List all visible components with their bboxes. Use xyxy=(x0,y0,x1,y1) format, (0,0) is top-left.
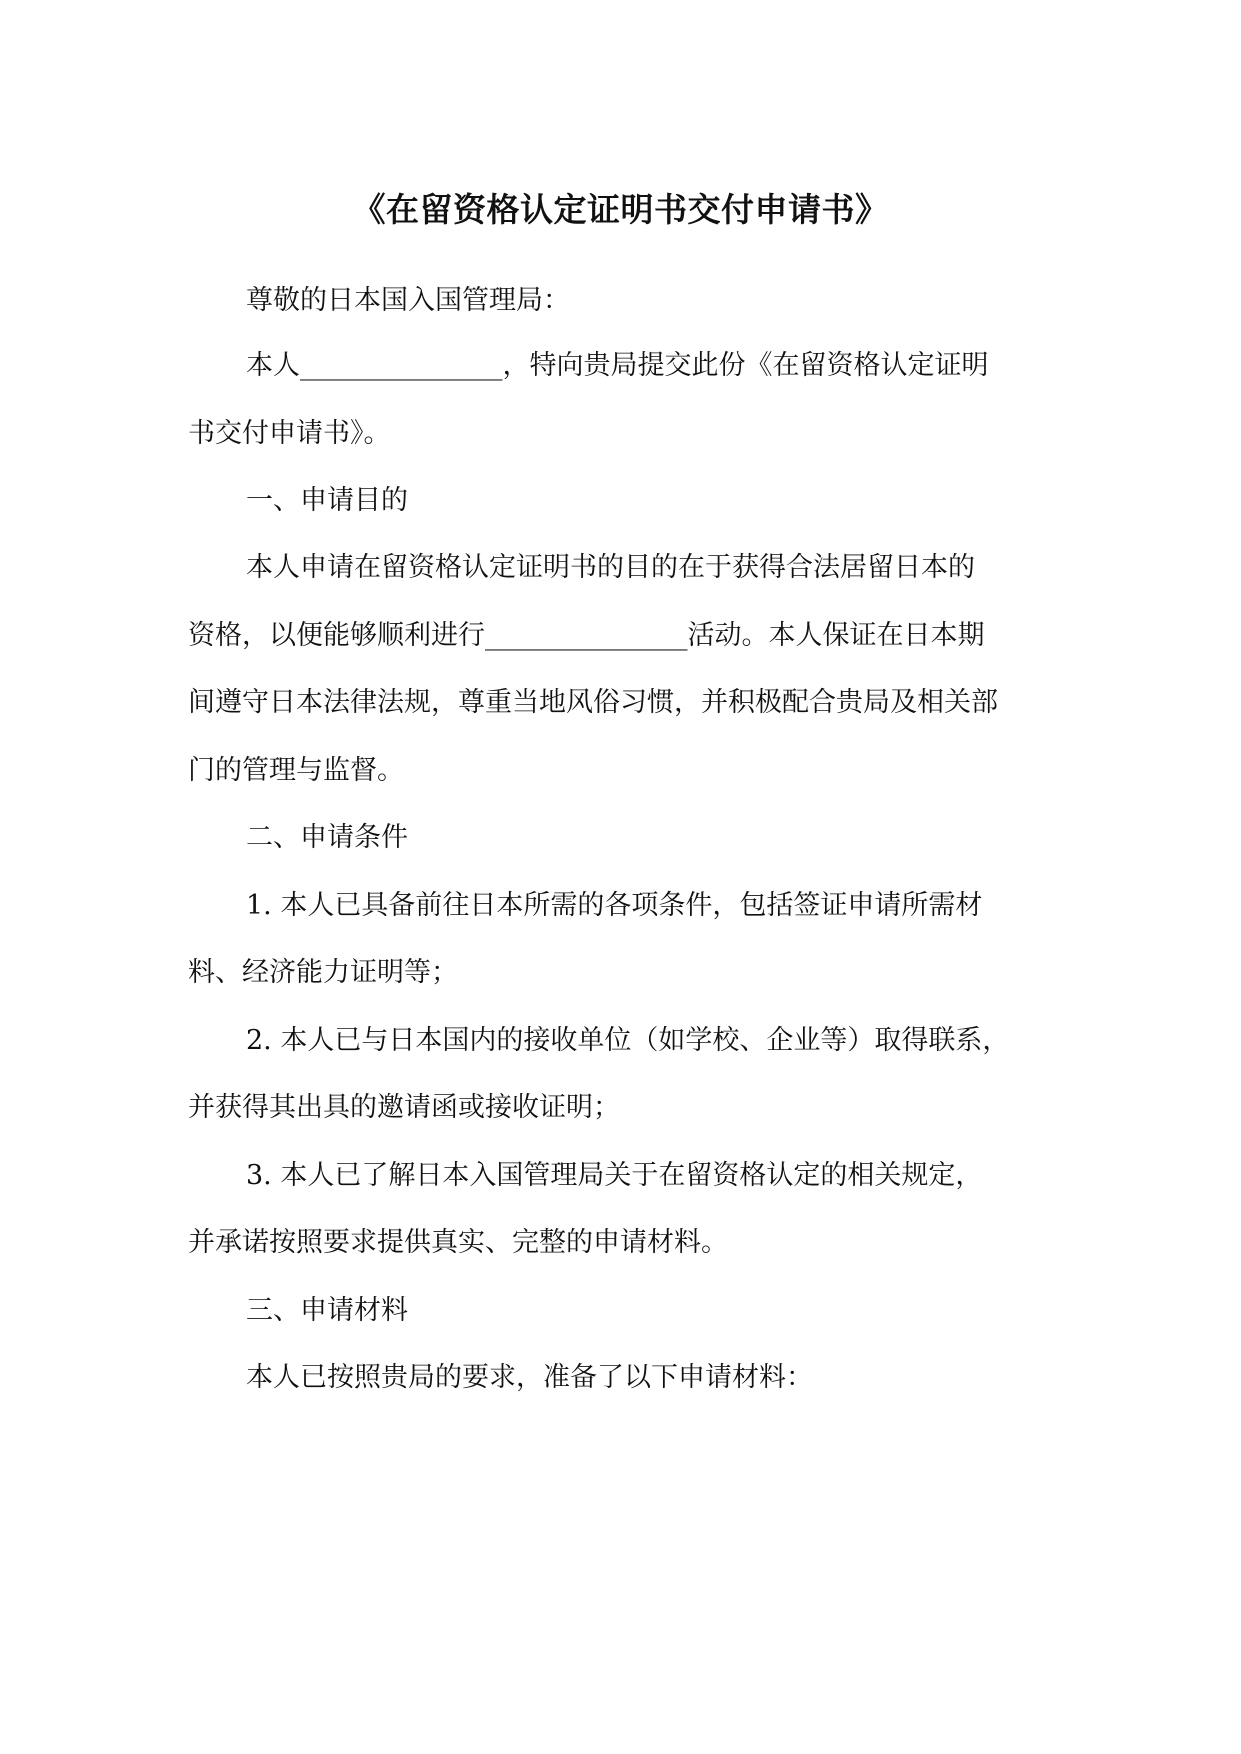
condition-3-line-1: 3. 本人已了解日本入国管理局关于在留资格认定的相关规定， xyxy=(246,1160,983,1191)
condition-2-line-1: 2. 本人已与日本国内的接收单位（如学校、企业等）取得联系， xyxy=(246,1025,1010,1056)
intro-line-1: 本人_______________，特向贵局提交此份《在留资格认定证明 xyxy=(246,350,989,381)
condition-3-line-2: 并承诺按照要求提供真实、完整的申请材料。 xyxy=(188,1227,728,1258)
purpose-line-1: 本人申请在留资格认定证明书的目的在于获得合法居留日本的 xyxy=(246,552,975,583)
condition-1-line-2: 料、经济能力证明等； xyxy=(188,957,458,988)
document-title: 《在留资格认定证明书交付申请书》 xyxy=(352,190,889,229)
purpose-line-2: 资格，以便能够顺利进行_______________活动。本人保证在日本期 xyxy=(188,620,985,651)
condition-1-line-1: 1. 本人已具备前往日本所需的各项条件，包括签证申请所需材 xyxy=(246,890,983,921)
materials-intro: 本人已按照贵局的要求，准备了以下申请材料： xyxy=(246,1362,813,1393)
purpose-line-3: 间遵守日本法律法规，尊重当地风俗习惯，并积极配合贵局及相关部 xyxy=(188,687,998,718)
condition-2-line-2: 并获得其出具的邀请函或接收证明； xyxy=(188,1092,620,1123)
section-heading-conditions: 二、申请条件 xyxy=(246,822,408,853)
purpose-line-4: 门的管理与监督。 xyxy=(188,755,404,786)
section-heading-materials: 三、申请材料 xyxy=(246,1295,408,1326)
intro-line-2: 书交付申请书》。 xyxy=(188,418,391,449)
salutation: 尊敬的日本国入国管理局： xyxy=(246,285,570,316)
section-heading-purpose: 一、申请目的 xyxy=(246,485,408,516)
